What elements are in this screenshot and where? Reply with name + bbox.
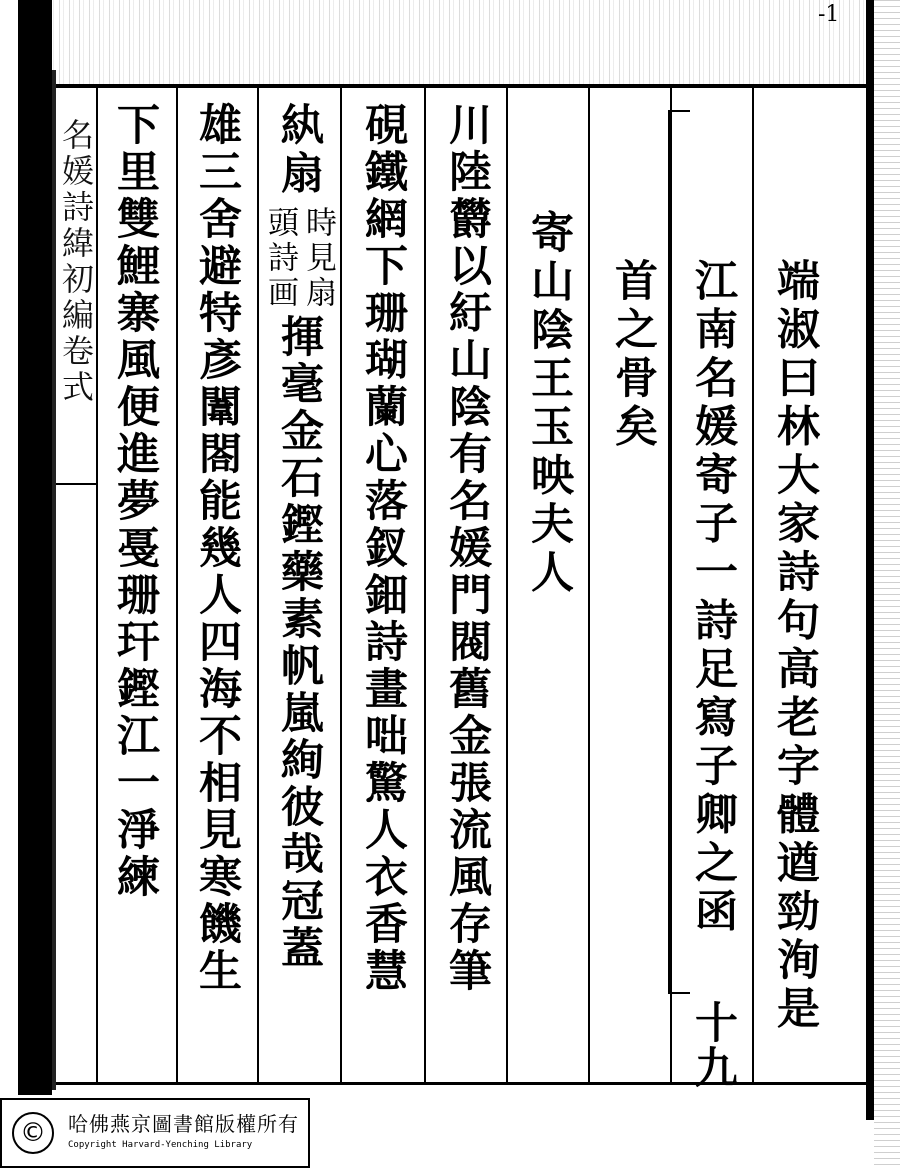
scan-top-edge bbox=[40, 0, 900, 86]
text-column-2: 江南名媛寄子一詩足寫子卿之函 bbox=[688, 258, 738, 937]
banxin-separator bbox=[56, 483, 96, 485]
column-rule bbox=[424, 88, 426, 1082]
column-rule bbox=[588, 88, 590, 1082]
text-column-7-body: 揮毫金石鏗藥素帆嵐絢彼哉冠蓋 bbox=[274, 314, 324, 972]
column-rule bbox=[176, 88, 178, 1082]
corner-mark: -1 bbox=[818, 2, 840, 27]
right-border bbox=[866, 0, 874, 1120]
text-column-3: 首之骨矣 bbox=[608, 258, 658, 452]
interlinear-note-left: 頭詩画 bbox=[262, 206, 298, 311]
frame-bottom-rule bbox=[56, 1082, 866, 1085]
left-binding-edge bbox=[18, 0, 52, 1095]
column-rule bbox=[752, 88, 754, 1082]
quote-bracket bbox=[668, 110, 690, 994]
banxin-column bbox=[56, 88, 98, 1082]
interlinear-note-right: 時見扇 bbox=[300, 206, 336, 311]
banxin-title: 名媛詩緯初編卷式 bbox=[57, 118, 95, 406]
column-rule bbox=[506, 88, 508, 1082]
column-rule bbox=[340, 88, 342, 1082]
copyright-stamp bbox=[0, 1098, 310, 1168]
column-rule bbox=[257, 88, 259, 1082]
text-column-8: 雄三舍避特彥闈閤能幾人四海不相見寒饑生 bbox=[192, 102, 242, 995]
text-column-7-head: 紈扇 bbox=[274, 102, 324, 199]
right-page-edge bbox=[874, 0, 900, 1170]
copyright-english: Copyright Harvard-Yenching Library bbox=[68, 1140, 253, 1150]
text-column-5: 川陸欝以紆山陰有名媛門閥舊金張流風存筆 bbox=[442, 102, 492, 995]
copyright-chinese: 哈佛燕京圖書館版權所有 bbox=[68, 1112, 299, 1136]
copyright-icon: © bbox=[12, 1112, 54, 1154]
text-column-6: 硯鐵網下珊瑚蘭心落釵鈿詩畫咄驚人衣香慧 bbox=[358, 102, 408, 995]
text-column-1: 端淑曰林大家詩句高老字體遒勁洵是 bbox=[770, 258, 820, 1034]
page-annotation: 十九 bbox=[688, 1000, 738, 1090]
text-column-9: 下里雙鯉寨風便進夢戞珊玕鏗江一淨練 bbox=[110, 102, 160, 901]
poem-title: 寄山陰王玉映夫人 bbox=[524, 210, 574, 598]
